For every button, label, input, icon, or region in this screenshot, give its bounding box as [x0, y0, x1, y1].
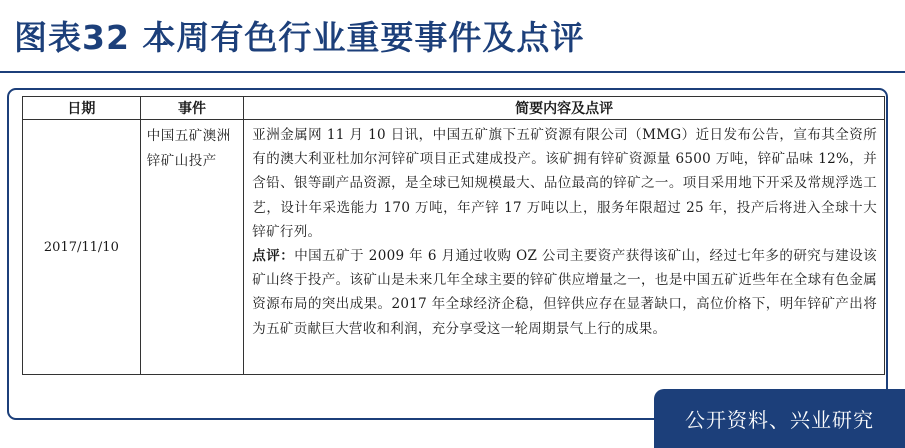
cell-content: [244, 120, 885, 375]
comment-label: 点评：: [252, 248, 295, 265]
content-text: [244, 120, 884, 341]
column-header-content: 简要内容及点评: [244, 97, 885, 120]
news-text: 亚洲金属网 11 月 10 日讯，中国五矿旗下五矿资源有限公司（MMG）近日发布公告，宣布其全资所有的澳大利亚杜加尔河锌矿项目正式建成投产。该矿拥有锌矿资源量 6500 万吨，锌矿品味 12%，并含铅、银等副产品资源，是全球已知规模最大、品位最高的锌矿之一。项目采用地下开采及常规浮选工艺，设计年采选能力 170 万吨，年产锌 17 万吨以上，服务年限超过 25 年，投产后将进入全球十大锌矿行列。: [252, 127, 877, 240]
title-divider: [0, 71, 905, 73]
event-text: 中国五矿澳洲锌矿山投产: [146, 128, 231, 169]
page-title: 图表32 本周有色行业重要事件及点评: [14, 18, 585, 57]
cell-event: [140, 120, 244, 375]
events-table: [22, 96, 885, 375]
table-row: [23, 120, 885, 375]
table-header-row: [23, 97, 885, 120]
cell-date: 2017/11/10: [23, 120, 141, 375]
column-header-event: 事件: [140, 97, 244, 120]
source-badge: 公开资料、兴业研究: [654, 389, 905, 448]
column-header-date: 日期: [23, 97, 141, 120]
comment-text: 中国五矿于 2009 年 6 月通过收购 OZ 公司主要资产获得该矿山，经过七年多的研究与建设该矿山终于投产。该矿山是未来几年全球主要的锌矿供应增量之一，也是中国五矿近些年在全球有色金属资源布局的突出成果。2017 年全球经济企稳，但锌供应存在显著缺口，高位价格下，明年锌矿产出将为五矿贡献巨大营收和利润，充分享受这一轮周期景气上行的成果。: [252, 248, 877, 337]
